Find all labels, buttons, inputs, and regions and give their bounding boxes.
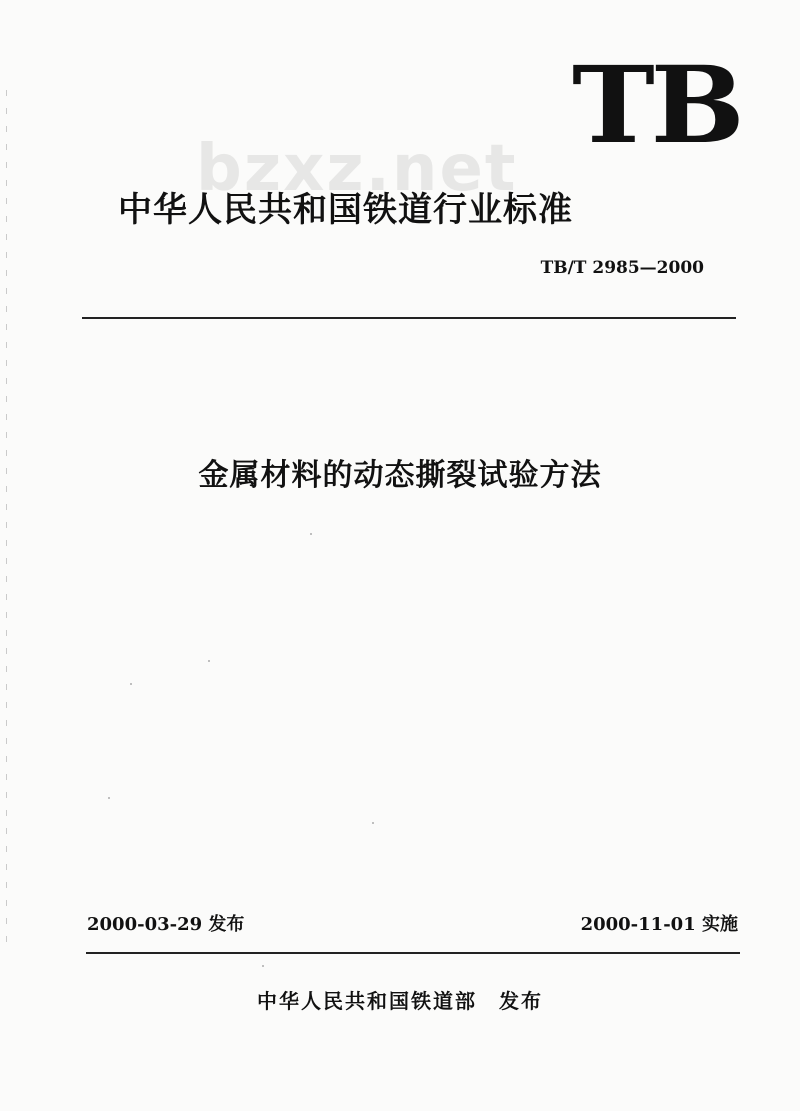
issue-date-line <box>87 910 244 936</box>
bottom-divider <box>86 952 740 954</box>
publisher-name: 中华人民共和国铁道部 <box>257 989 477 1013</box>
scan-speck <box>262 965 264 967</box>
scan-speck <box>108 797 110 799</box>
tb-logo: TB <box>572 42 741 167</box>
issue-label: 发布 <box>208 914 245 935</box>
publisher-line <box>0 985 800 1014</box>
watermark: bzxz.net <box>196 132 518 206</box>
effective-label: 实施 <box>702 914 738 935</box>
organization-standard-title: 中华人民共和国铁道行业标准 <box>118 190 573 230</box>
top-divider <box>82 317 736 319</box>
scan-edge-mark <box>6 90 7 950</box>
effective-date: 2000-11-01 <box>580 914 696 935</box>
document-title: 金属材料的动态撕裂试验方法 <box>198 458 602 493</box>
effective-date-line <box>581 910 738 936</box>
scan-speck <box>372 822 374 824</box>
standard-number: TB/T 2985—2000 <box>540 258 704 278</box>
scan-speck <box>130 683 132 685</box>
scan-speck <box>208 660 210 662</box>
scan-speck <box>310 533 312 535</box>
publisher-action: 发布 <box>499 989 543 1013</box>
issue-date: 2000-03-29 <box>87 914 203 935</box>
